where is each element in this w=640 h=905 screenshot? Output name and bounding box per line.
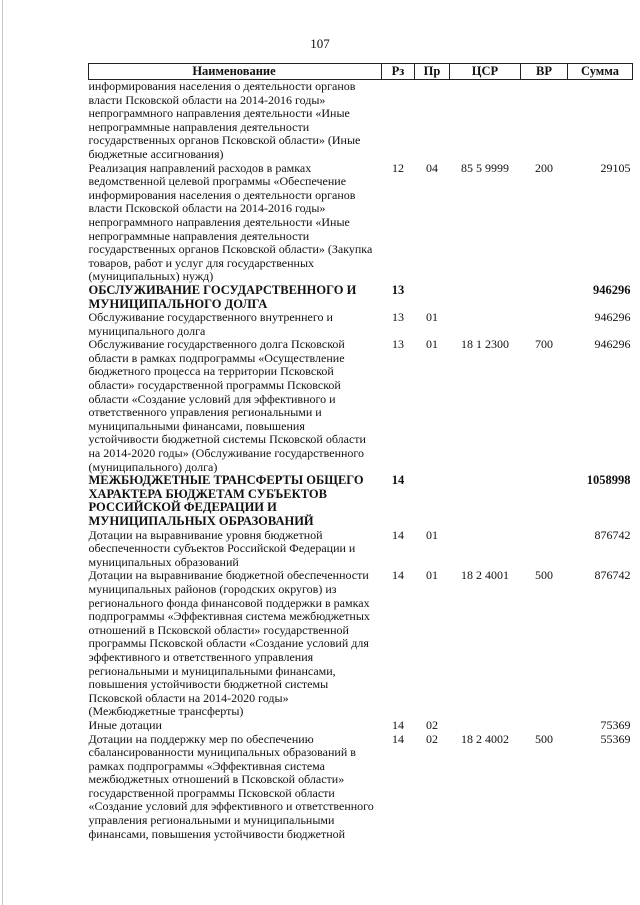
row-sum: 29105 xyxy=(600,160,631,175)
header-rz: Рз xyxy=(382,64,415,80)
row-sum: 946296 xyxy=(594,337,631,352)
row-name: Реализация направлений расходов в рамках ведомственной целевой программы «Обеспечение информирования населения о деятельности органов власти Псковской области на 2014-2016 годы» непрограммного направления деятельности «Иные непрограммные направления деятельности государственных органов Псковской области» (Закупка товаров, работ и услуг для государственных (муниципальных) нужд) xyxy=(88,160,373,284)
row-name: Дотации на поддержку мер по обеспечению сбалансированности муниципальных образований в рамках подпрограммы «Эффективная система межбюджетных отношений в Псковской области» государственной программы Псковской области «Создание условий для эффективного и ответственного управления региональными и муниципальными финансами, повышения устойчивости бюджетной xyxy=(88,731,374,841)
row-csr xyxy=(450,719,521,733)
row-vr: 500 xyxy=(535,731,553,746)
row-sum xyxy=(568,80,633,162)
header-sum: Сумма xyxy=(568,64,633,80)
section-pr xyxy=(415,284,450,311)
header-name: Наименование xyxy=(89,64,382,80)
row-rz: 14 xyxy=(392,731,404,746)
row-rz: 13 xyxy=(392,310,404,325)
page-number: 107 xyxy=(310,36,330,51)
table-row xyxy=(89,529,633,570)
section-csr xyxy=(450,284,521,311)
section-vr xyxy=(521,474,568,528)
row-csr: 18 2 4002 xyxy=(461,731,509,746)
section-rz: 14 xyxy=(391,473,405,488)
section-row xyxy=(89,284,633,311)
table-header-row xyxy=(89,64,633,80)
row-sum: 55369 xyxy=(600,731,631,746)
row-name: Иные дотации xyxy=(88,717,162,732)
header-csr: ЦСР xyxy=(450,64,521,80)
row-pr: 04 xyxy=(426,160,438,175)
section-pr xyxy=(415,474,450,528)
section-vr xyxy=(521,284,568,311)
row-vr xyxy=(521,80,568,162)
header-vr: ВР xyxy=(521,64,568,80)
row-name: Обслуживание государственного внутреннего и муниципального долга xyxy=(88,310,333,338)
scan-edge-line xyxy=(2,0,3,905)
row-name: информирования населения о деятельности органов власти Псковской области на 2014-2016 годы» непрограммного направления деятельности «Иные непрограммные направления деятельности государственных органов Псковской области» (Иные бюджетные ассигнования) xyxy=(88,79,361,161)
section-name: МЕЖБЮДЖЕТНЫЕ ТРАНСФЕРТЫ ОБЩЕГО ХАРАКТЕРА БЮДЖЕТАМ СУБЪЕКТОВ РОССИЙСКОЙ ФЕДЕРАЦИИ И МУНИЦИПАЛЬНЫХ ОБРАЗОВАНИЙ xyxy=(88,473,364,528)
row-rz: 13 xyxy=(392,337,404,352)
row-pr: 01 xyxy=(426,568,438,583)
header-pr: Пр xyxy=(415,64,450,80)
table-row xyxy=(89,733,633,842)
section-sum: 946296 xyxy=(593,282,631,297)
row-vr xyxy=(521,311,568,338)
table-row xyxy=(89,719,633,733)
row-vr xyxy=(521,719,568,733)
row-pr xyxy=(415,80,450,162)
table-row xyxy=(89,338,633,474)
row-pr: 01 xyxy=(426,527,438,542)
table-row xyxy=(89,311,633,338)
section-csr xyxy=(450,474,521,528)
row-pr: 01 xyxy=(426,310,438,325)
row-rz: 14 xyxy=(392,568,404,583)
table-row xyxy=(89,569,633,719)
row-vr: 700 xyxy=(535,337,553,352)
section-row xyxy=(89,474,633,528)
row-sum: 876742 xyxy=(594,568,631,583)
row-csr: 18 1 2300 xyxy=(461,337,509,352)
section-rz: 13 xyxy=(391,282,405,297)
row-sum: 876742 xyxy=(594,527,631,542)
row-rz: 14 xyxy=(392,717,404,732)
row-vr: 200 xyxy=(535,160,553,175)
row-rz xyxy=(382,80,415,162)
row-csr xyxy=(450,529,521,570)
row-pr: 01 xyxy=(426,337,438,352)
row-csr xyxy=(450,311,521,338)
section-name: ОБСЛУЖИВАНИЕ ГОСУДАРСТВЕННОГО И МУНИЦИПАЛЬНОГО ДОЛГА xyxy=(88,282,357,311)
row-pr: 02 xyxy=(426,731,438,746)
row-rz: 12 xyxy=(392,160,404,175)
row-pr: 02 xyxy=(426,717,438,732)
row-name: Обслуживание государственного долга Псковской области в рамках подпрограммы «Осуществление бюджетного процесса на территории Псковской области» государственной программы Псковской области «Создание условий для эффективного и ответственного управления региональными и муниципальными финансами, повышения устойчивости бюджетной системы Псковской области на 2014-2020 годы» (Обслуживание государственного (муниципального) долга) xyxy=(88,337,366,474)
table-row xyxy=(89,162,633,284)
table-row xyxy=(89,80,633,162)
row-name: Дотации на выравнивание уровня бюджетной обеспеченности субъектов Российской Федерации и муниципальных образований xyxy=(88,527,356,569)
row-vr: 500 xyxy=(535,568,553,583)
section-sum: 1058998 xyxy=(586,473,631,488)
row-name: Дотации на выравнивание бюджетной обеспеченности муниципальных районов (городских округов) из регионального фонда финансовой поддержки в рамках подпрограммы «Эффективная система межбюджетных отношений в Псковской области» государственной программы Псковской области «Создание условий для эффективного и ответственного управления региональными и муниципальными финансами, повышения устойчивости бюджетной системы Псковской области на 2014-2020 годы» (Межбюджетные трансферты) xyxy=(88,568,370,719)
budget-table xyxy=(88,63,633,841)
row-csr xyxy=(450,80,521,162)
row-rz: 14 xyxy=(392,527,404,542)
row-csr: 85 5 9999 xyxy=(461,160,509,175)
row-sum: 75369 xyxy=(600,717,631,732)
row-csr: 18 2 4001 xyxy=(461,568,509,583)
row-sum: 946296 xyxy=(594,310,631,325)
row-vr xyxy=(521,529,568,570)
